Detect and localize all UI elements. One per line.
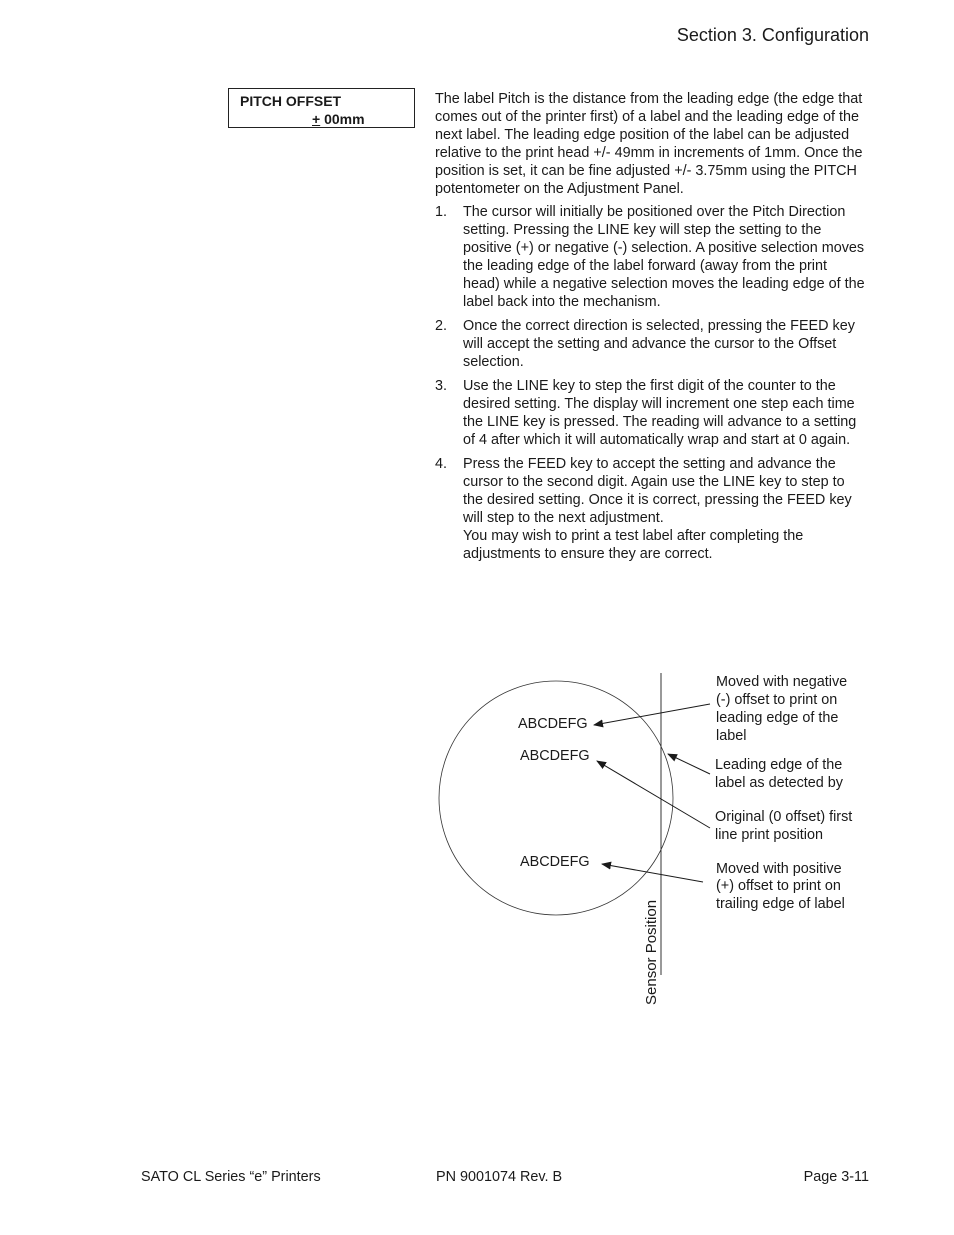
steps-list <box>435 203 865 563</box>
sample-text-original: ABCDEFG <box>520 748 590 764</box>
svg-text:Leading edge of the: Leading edge of the <box>715 757 843 773</box>
svg-text:label as detected by: label as detected by <box>715 775 844 791</box>
callout-leading-edge <box>715 757 844 791</box>
step-number: 3. <box>435 378 448 394</box>
step-text: Press the FEED key to accept the setting and advance the cursor to the second digit. Again use the LINE key to step to the desired setting. Once it is correct, pressing the FEED key will step to the next adjustment. <box>463 456 852 526</box>
svg-text:Moved with negative: Moved with negative <box>716 674 848 690</box>
callout-positive <box>716 861 845 912</box>
step-item <box>435 203 865 311</box>
pitch-offset-diagram <box>430 665 880 1015</box>
body-text <box>435 90 865 569</box>
display-line-1: PITCH OFFSET <box>240 93 342 109</box>
sample-text-negative: ABCDEFG <box>518 716 588 732</box>
svg-text:Original (0 offset) first: Original (0 offset) first <box>715 809 853 825</box>
section-title: Section 3. Configuration <box>676 25 869 45</box>
footer-page-number: Page 3-11 <box>803 1169 869 1185</box>
sensor-position-label: Sensor Position <box>643 899 660 1005</box>
sample-text-positive: ABCDEFG <box>520 854 590 870</box>
callout-negative <box>716 674 847 744</box>
arrow-original <box>597 761 710 828</box>
step-number: 4. <box>435 456 448 472</box>
arrow-leading-edge <box>668 754 710 774</box>
step-text: Use the LINE key to step the first digit of the counter to the desired setting. The display will increment one step each time the LINE key is pressed. The reading will advance to a setting of 4 after which it will automatically wrap and start at 0 again. <box>463 378 857 448</box>
display-value: 00mm <box>320 111 365 127</box>
svg-text:line print position: line print position <box>715 827 823 843</box>
svg-text:(-) offset to print on: (-) offset to print on <box>716 692 838 708</box>
step-item <box>435 455 865 563</box>
svg-text:Moved with positive: Moved with positive <box>716 861 842 877</box>
display-line-2 <box>312 111 365 127</box>
step-note: You may wish to print a test label after completing the adjustments to ensure they are correct. <box>463 528 804 562</box>
step-number: 2. <box>435 318 448 334</box>
callout-original <box>715 809 852 843</box>
footer-part-number: PN 9001074 Rev. B <box>436 1169 563 1185</box>
plus-minus-sign: + <box>312 111 321 127</box>
step-item <box>435 317 865 371</box>
arrow-positive <box>602 864 703 882</box>
svg-text:(+) offset to print on: (+) offset to print on <box>716 878 841 894</box>
step-item <box>435 377 865 449</box>
footer-product: SATO CL Series “e” Printers <box>141 1169 321 1185</box>
svg-text:leading edge of the: leading edge of the <box>716 710 839 726</box>
svg-text:label: label <box>716 728 747 744</box>
lcd-display-box <box>228 88 415 128</box>
intro-paragraph: The label Pitch is the distance from the leading edge (the edge that comes out of the printer first) of a label and the leading edge of the next label. The leading edge position of the label can be adjusted relative to the print head +/- 49mm in increments of 1mm. Once the position is set, it can be fine adjusted +/- 3.75mm using the PITCH potentometer on the Adjustment Panel. <box>435 91 863 197</box>
step-text: Once the correct direction is selected, pressing the FEED key will accept the setting and advance the cursor to the Offset selection. <box>463 318 855 370</box>
step-text: The cursor will initially be positioned over the Pitch Direction setting. Pressing the LINE key will step the setting to the positive (+) or negative (-) selection. A positive selection moves the leading edge of the label forward (away from the print head) while a negative selection moves the leading edge of the label back into the mechanism. <box>463 204 865 310</box>
step-number: 1. <box>435 204 448 220</box>
arrow-negative <box>594 704 710 725</box>
svg-text:trailing edge of label: trailing edge of label <box>716 896 845 912</box>
